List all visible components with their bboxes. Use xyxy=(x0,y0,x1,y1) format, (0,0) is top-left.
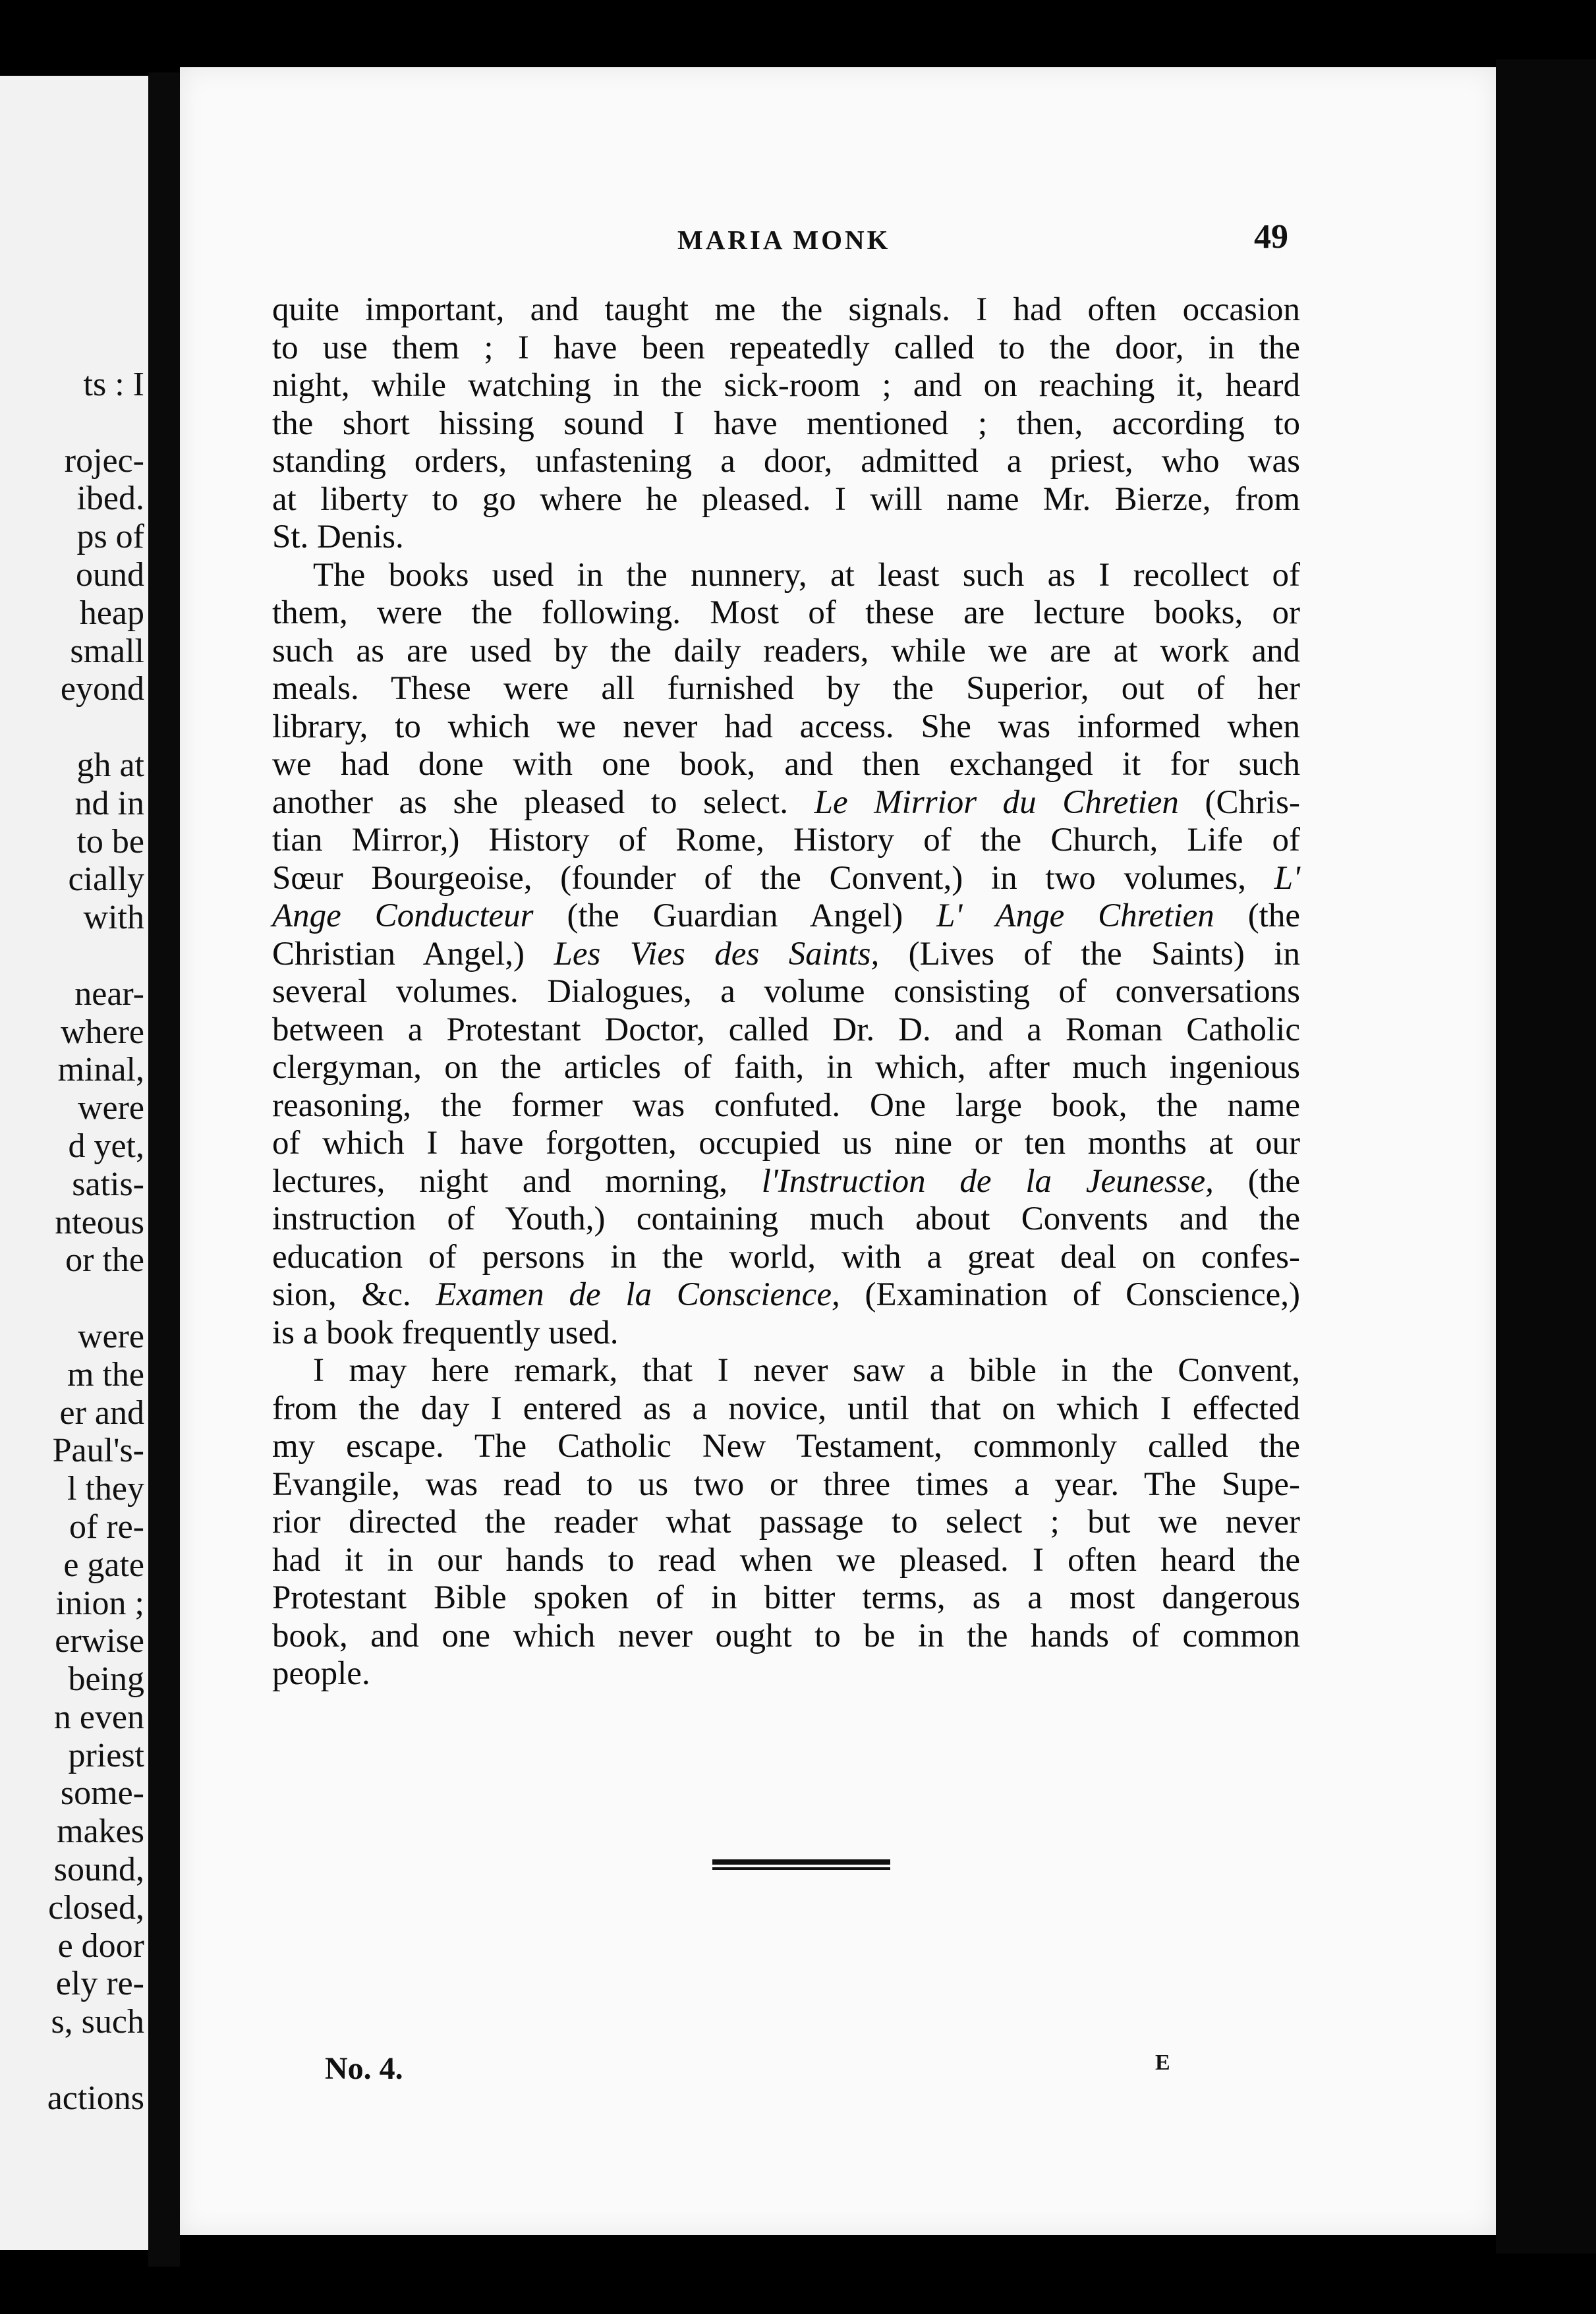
text-line: rior directed the reader what passage to select ; but we never xyxy=(272,1504,1300,1540)
facing-page-line: l they xyxy=(67,1470,144,1508)
text-line: from the day I entered as a novice, until that on which I effected xyxy=(272,1390,1300,1427)
signature-mark: No. 4. xyxy=(325,2051,403,2086)
facing-page-line: ps of xyxy=(76,518,144,556)
facing-page-line xyxy=(0,937,148,975)
text-line: several volumes. Dialogues, a volume consisting of conversations xyxy=(272,973,1300,1010)
text-run: sion, &c. xyxy=(272,1276,436,1313)
facing-page-line: near- xyxy=(74,974,144,1013)
text-line: standing orders, unfastening a door, admitted a priest, who was xyxy=(272,443,1300,480)
text-run: Sœur Bourgeoise, (founder of the Convent,) in two volumes, xyxy=(272,859,1274,897)
text-line: at liberty to go where he pleased. I will name Mr. Bierze, from xyxy=(272,480,1300,518)
text-line: clergyman, on the articles of faith, in which, after much ingenious xyxy=(272,1049,1300,1086)
text-line: tian Mirror,) History of Rome, History of the Church, Life of xyxy=(272,822,1300,859)
text-line xyxy=(272,784,1300,822)
facing-page-line: sound, xyxy=(53,1851,144,1889)
facing-page-line: inion ; xyxy=(55,1584,144,1622)
section-rule xyxy=(712,1859,890,1871)
text-line: my escape. The Catholic New Testament, commonly called the xyxy=(272,1428,1300,1465)
text-line: of which I have forgotten, occupied us nine or ten months at our xyxy=(272,1125,1300,1162)
italic-title: Le Mirrior du Chretien xyxy=(814,783,1179,821)
text-line xyxy=(272,1276,1300,1314)
page xyxy=(180,67,1496,2235)
text-run: Christian Angel,) xyxy=(272,935,554,973)
text-line xyxy=(272,1163,1300,1201)
body-text xyxy=(272,291,1300,1693)
facing-page-line: or the xyxy=(65,1241,144,1280)
text-run: (Chris- xyxy=(1178,783,1300,821)
facing-page-line: n even xyxy=(53,1698,144,1736)
text-line: The books used in the nunnery, at least such as I recollect of xyxy=(313,556,1300,594)
facing-page-line: e gate xyxy=(63,1546,144,1584)
facing-page-line: nd in xyxy=(74,784,144,822)
text-line xyxy=(272,860,1300,898)
facing-page-line: closed, xyxy=(48,1888,144,1927)
text-line xyxy=(272,897,1300,936)
text-line: had it in our hands to read when we pleased. I often heard the xyxy=(272,1541,1300,1579)
text-line: people. xyxy=(272,1655,370,1692)
text-line: the short hissing sound I have mentioned ; then, according to xyxy=(272,405,1300,442)
binding-edge xyxy=(1496,59,1596,2253)
text-line: quite important, and taught me the signals. I had often occasion xyxy=(272,291,1300,328)
text-run: (the xyxy=(1213,1162,1300,1200)
text-run: (Lives of the Saints) in xyxy=(879,935,1300,973)
facing-page-line: satis- xyxy=(72,1165,144,1203)
text-line: is a book frequently used. xyxy=(272,1314,619,1351)
text-line: such as are used by the daily readers, while we are at work and xyxy=(272,632,1300,669)
facing-page-line: rojec- xyxy=(64,441,144,480)
facing-page-line: s, such xyxy=(51,2003,144,2041)
facing-page-line: actions xyxy=(47,2079,144,2117)
italic-title: L' Ange Chretien xyxy=(936,897,1214,934)
running-head xyxy=(180,217,1496,264)
text-run: (the xyxy=(1214,897,1300,934)
italic-title: L' xyxy=(1274,859,1300,897)
italic-title: Les Vies des Saints, xyxy=(554,935,880,973)
running-title: MARIA MONK xyxy=(677,225,891,255)
text-line: library, to which we never had access. She was informed when xyxy=(272,708,1300,745)
facing-page-line xyxy=(0,404,148,442)
facing-page-line xyxy=(0,1280,148,1318)
facing-page-edge xyxy=(0,76,148,2250)
facing-page-line: cially xyxy=(68,861,144,899)
italic-title: Ange Conducteur xyxy=(272,897,534,934)
facing-page-line: some- xyxy=(60,1774,144,1813)
text-line: instruction of Youth,) containing much about Convents and the xyxy=(272,1200,1300,1237)
facing-page-line: e door xyxy=(57,1927,144,1965)
facing-page-line: where xyxy=(60,1013,144,1051)
facing-page-line: heap xyxy=(79,594,144,632)
text-line: meals. These were all furnished by the Superior, out of her xyxy=(272,670,1300,707)
facing-page-line: erwise xyxy=(55,1622,144,1660)
text-run: another as she pleased to select. xyxy=(272,783,814,821)
facing-page-line: eyond xyxy=(60,670,144,708)
facing-page-line: ts : I xyxy=(83,366,144,403)
facing-page-line: small xyxy=(70,632,144,670)
text-line: them, were the following. Most of these are lecture books, or xyxy=(272,594,1300,631)
italic-title: Examen de la Conscience, xyxy=(436,1276,840,1313)
text-line: reasoning, the former was confuted. One large book, the name xyxy=(272,1086,1300,1124)
text-line: between a Protestant Doctor, called Dr. D. and a Roman Catholic xyxy=(272,1011,1300,1048)
facing-page-line xyxy=(0,708,148,747)
text-run: lectures, night and morning, xyxy=(272,1162,762,1200)
facing-page-line: were xyxy=(77,1317,144,1355)
text-run: (the Guardian Angel) xyxy=(533,897,937,934)
text-line: I may here remark, that I never saw a bible in the Convent, xyxy=(313,1352,1300,1389)
facing-page-line: minal, xyxy=(57,1051,144,1089)
facing-page-line: gh at xyxy=(76,746,144,784)
facing-page-line: were xyxy=(77,1089,144,1127)
facing-page-text xyxy=(0,366,148,2145)
signature-letter: E xyxy=(1155,2050,1170,2075)
text-line: to use them ; I have been repeatedly called to the door, in the xyxy=(272,329,1300,366)
facing-page-line: makes xyxy=(57,1813,144,1851)
facing-page-line: nteous xyxy=(55,1203,144,1241)
facing-page-line: being xyxy=(68,1660,144,1699)
facing-page-line: d yet, xyxy=(68,1127,144,1165)
text-run: (Examination of Conscience,) xyxy=(840,1276,1300,1313)
facing-page-line: er and xyxy=(59,1394,144,1432)
text-line: Protestant Bible spoken of in bitter terms, as a most dangerous xyxy=(272,1579,1300,1616)
facing-page-line: of re- xyxy=(69,1508,144,1546)
text-line xyxy=(272,936,1300,974)
page-number: 49 xyxy=(1254,218,1288,256)
text-line: book, and one which never ought to be in the hands of common xyxy=(272,1617,1300,1654)
text-line: we had done with one book, and then exchanged it for such xyxy=(272,746,1300,783)
rule-thin xyxy=(712,1867,890,1870)
facing-page-line: ely re- xyxy=(55,1965,144,2003)
italic-title: l'Instruction de la Jeunesse, xyxy=(761,1162,1214,1200)
facing-page-line: m the xyxy=(67,1355,144,1394)
text-line: education of persons in the world, with a great deal on confes- xyxy=(272,1238,1300,1276)
rule-thick xyxy=(712,1859,890,1865)
text-line: Evangile, was read to us two or three times a year. The Supe- xyxy=(272,1465,1300,1503)
facing-page-line: priest xyxy=(68,1736,144,1774)
facing-page-line xyxy=(0,2041,148,2079)
text-line: night, while watching in the sick-room ; and on reaching it, heard xyxy=(272,367,1300,404)
facing-page-line: ibed. xyxy=(76,480,144,518)
text-line: St. Denis. xyxy=(272,519,404,555)
facing-page-line: ound xyxy=(76,555,144,594)
gutter-shadow xyxy=(148,72,180,2267)
facing-page-line: to be xyxy=(76,822,144,861)
facing-page-line: with xyxy=(83,899,144,937)
facing-page-line: Paul's- xyxy=(52,1432,144,1470)
